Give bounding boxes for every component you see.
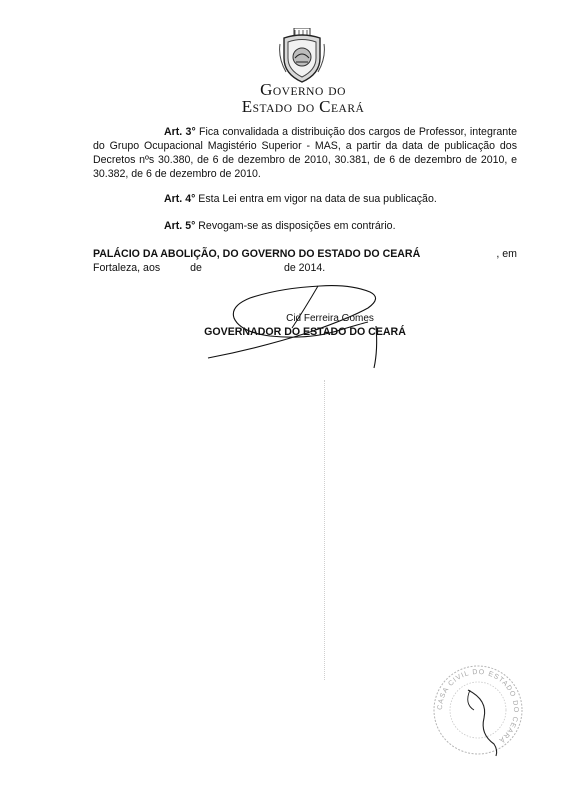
article-4-text: Esta Lei entra em vigor na data de sua publicação. — [195, 193, 437, 205]
scan-artifact-line — [324, 380, 326, 680]
article-3-text: Fica convalidada a distribuição dos cargos de Professor, integrante do Grupo Ocupacional Magistério Superior - MAS, a partir da data de publicação dos Decretos nºs 30.380, de 6 de dezembro de 2010, 30.381, de 6 de dezembro de 2010, e 30.382, de 6 de dezembro de 2010. — [93, 126, 517, 180]
article-5-text: Revogam-se as disposições em contrário. — [195, 220, 396, 232]
closing-de: de — [190, 262, 202, 274]
header-governo: GOVERNO DO — [260, 80, 346, 99]
article-5 — [164, 219, 524, 233]
closing-line-1 — [93, 247, 517, 261]
article-4 — [164, 192, 524, 206]
coat-of-arms-icon — [278, 28, 326, 84]
handwritten-signature — [200, 270, 400, 380]
closing-year: de 2014. — [283, 262, 326, 274]
header-estado: ESTADO DO CEARÁ — [241, 97, 365, 116]
official-seal-stamp — [428, 660, 528, 760]
signatory-name: Cid Ferreira Gomes — [286, 313, 374, 324]
article-3-label: Art. 3° — [164, 126, 196, 138]
closing-palace: PALÁCIO DA ABOLIÇÃO, DO GOVERNO DO ESTADO DO CEARÁ — [93, 248, 421, 260]
svg-text:CASA CIVIL DO ESTADO DO CEARÁ: CASA CIVIL DO ESTADO DO CEARÁ — [436, 668, 520, 744]
signatory-title: GOVERNADOR DO ESTADO DO CEARÁ — [204, 326, 406, 338]
article-5-label: Art. 5° — [164, 220, 196, 232]
article-4-label: Art. 4° — [164, 193, 196, 205]
closing-place: Fortaleza, aos — [93, 262, 161, 274]
closing-comma-em: , em — [496, 248, 517, 260]
article-3 — [93, 125, 517, 181]
